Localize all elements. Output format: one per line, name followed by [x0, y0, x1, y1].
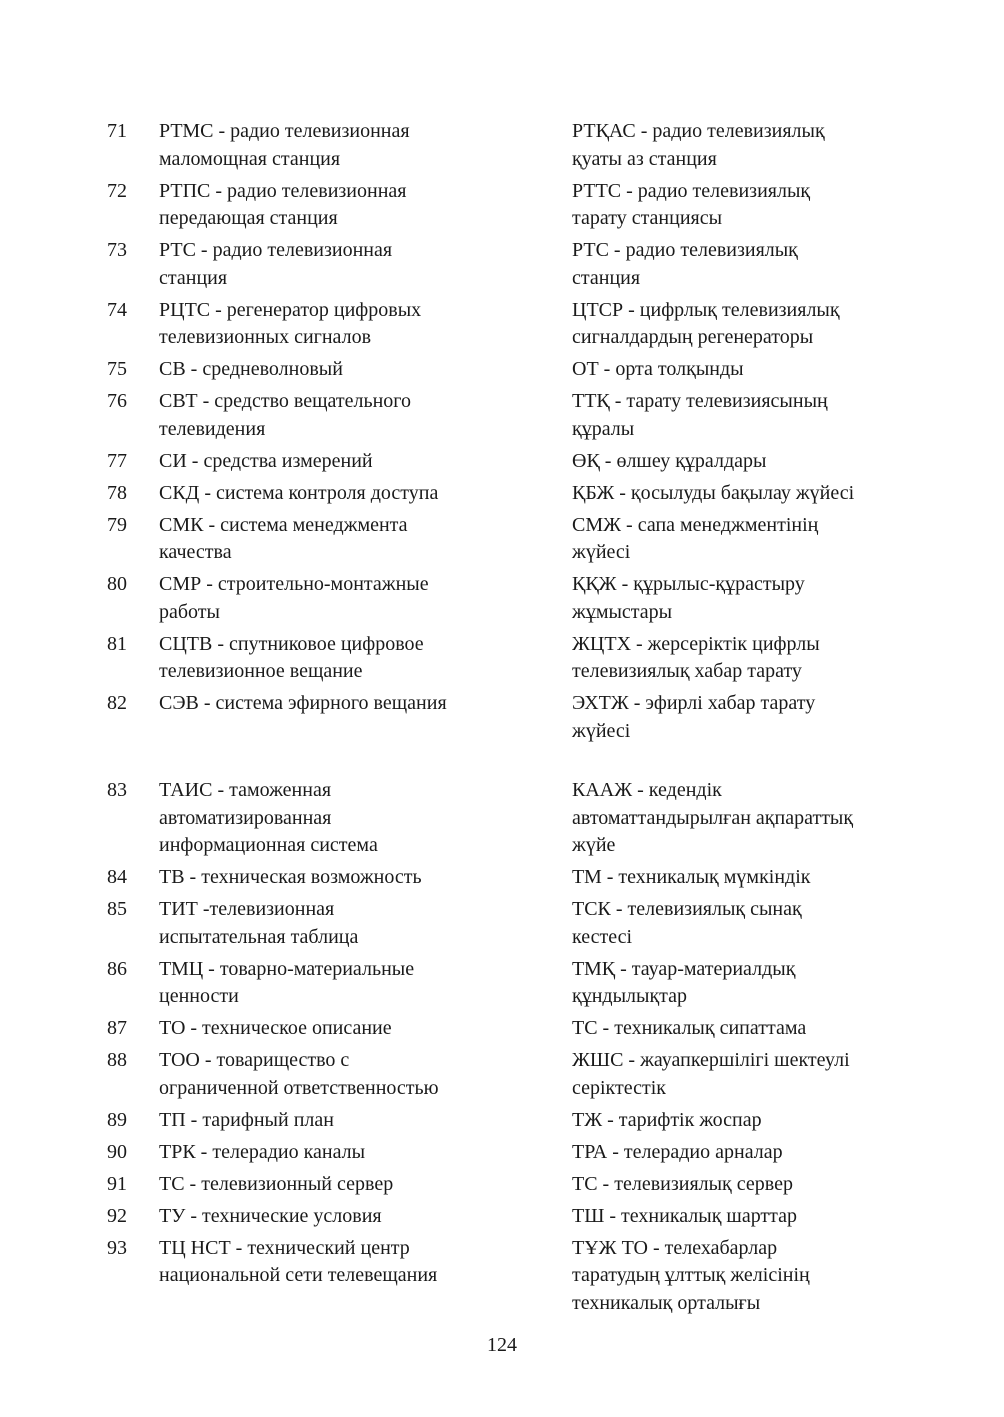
- kazakh-term: [572, 388, 902, 443]
- entry-number: 82: [107, 692, 127, 714]
- kazakh-term: [572, 864, 902, 892]
- kazakh-term-line: тарату станциясы: [572, 207, 723, 229]
- kazakh-term-line: құралы: [572, 417, 635, 440]
- russian-term-line: национальной сети телевещания: [159, 1264, 438, 1286]
- kazakh-term-line: РТҚАС - радио телевизиялық: [572, 120, 825, 142]
- kazakh-term: [572, 1235, 902, 1318]
- russian-term-line: ТП - тарифный план: [159, 1108, 334, 1131]
- kazakh-term-line: РТС - радио телевизиялық: [572, 239, 798, 261]
- entry-number: 81: [107, 632, 127, 655]
- kazakh-term-line: қуаты аз станция: [572, 147, 717, 170]
- entry-number: 75: [107, 358, 127, 380]
- kazakh-term: [572, 297, 902, 352]
- table-row: [0, 1015, 1004, 1047]
- kazakh-term-line: ТС - техникалық сипаттама: [572, 1017, 807, 1039]
- russian-term: [159, 118, 572, 173]
- russian-term: [159, 448, 572, 476]
- kazakh-term-line: кестесі: [572, 925, 633, 948]
- russian-term: [159, 178, 572, 233]
- kazakh-term-line: жүйе: [572, 834, 616, 856]
- russian-term-line: качества: [159, 541, 232, 563]
- table-row: [0, 448, 1004, 480]
- table-row: [0, 118, 1004, 178]
- kazakh-term: [572, 1107, 902, 1135]
- kazakh-term: [572, 1171, 902, 1199]
- entry-number: 92: [107, 1204, 127, 1227]
- table-row: [0, 1235, 1004, 1322]
- kazakh-term: [572, 777, 902, 860]
- russian-term-line: телевизионных сигналов: [159, 326, 372, 348]
- russian-term-line: ТМЦ - товарно-материальные: [159, 957, 415, 980]
- russian-term-line: испытательная таблица: [159, 925, 359, 948]
- entry-number: 73: [107, 239, 127, 261]
- entry-number: 80: [107, 573, 127, 595]
- table-row: [0, 1107, 1004, 1139]
- table-row: [0, 1139, 1004, 1171]
- russian-term-line: автоматизированная: [159, 806, 332, 829]
- russian-term: [159, 480, 572, 508]
- entry-number: 78: [107, 481, 127, 504]
- russian-term-line: информационная система: [159, 834, 378, 856]
- russian-term: [159, 1139, 572, 1167]
- kazakh-term: [572, 1139, 902, 1167]
- russian-term-line: ТАИС - таможенная: [159, 779, 332, 801]
- kazakh-term-line: ҚБЖ - қосылуды бақылау жүйесі: [572, 481, 855, 504]
- entry-number: 84: [107, 866, 127, 888]
- kazakh-term-line: РТТС - радио телевизиялық: [572, 179, 811, 202]
- table-row: [0, 1047, 1004, 1107]
- table-row: [0, 631, 1004, 691]
- russian-term-line: ценности: [159, 985, 239, 1007]
- kazakh-term-line: сигналдардың регенераторы: [572, 326, 814, 348]
- kazakh-term: [572, 356, 902, 384]
- entry-number: 87: [107, 1017, 127, 1039]
- kazakh-term: [572, 896, 902, 951]
- kazakh-term: [572, 448, 902, 476]
- kazakh-term-line: ӨҚ - өлшеу құралдары: [572, 449, 767, 472]
- kazakh-term-line: техникалық орталығы: [572, 1291, 761, 1314]
- russian-term-line: ТВ - техническая возможность: [159, 866, 422, 888]
- russian-term-line: ТО - техническое описание: [159, 1017, 392, 1039]
- russian-term-line: СЭВ - система эфирного вещания: [159, 692, 447, 714]
- kazakh-term-line: ЖШС - жауапкершілігі шектеулі: [572, 1049, 850, 1071]
- abbreviation-list: [0, 118, 1004, 1322]
- russian-term: [159, 896, 572, 951]
- table-row: [0, 864, 1004, 896]
- russian-term-line: РТМС - радио телевизионная: [159, 120, 410, 142]
- russian-term-line: телевизионное вещание: [159, 660, 363, 682]
- table-row: [0, 178, 1004, 238]
- entry-number: 74: [107, 298, 127, 321]
- table-row: [0, 237, 1004, 297]
- russian-term-line: телевидения: [159, 417, 266, 440]
- kazakh-term: [572, 631, 902, 686]
- russian-term-line: ТУ - технические условия: [159, 1204, 382, 1227]
- russian-term-line: маломощная станция: [159, 147, 341, 170]
- kazakh-term: [572, 118, 902, 173]
- russian-term-line: передающая станция: [159, 207, 338, 229]
- table-row: [0, 1171, 1004, 1203]
- russian-term-line: СКД - система контроля доступа: [159, 481, 439, 504]
- entry-number: 88: [107, 1049, 127, 1071]
- entry-number: 76: [107, 390, 127, 412]
- kazakh-term-line: ТШ - техникалық шарттар: [572, 1204, 798, 1227]
- table-row: [0, 777, 1004, 864]
- entry-number: 93: [107, 1236, 127, 1259]
- entry-number: 71: [107, 120, 127, 142]
- entry-number: 91: [107, 1172, 127, 1195]
- russian-term-line: СМК - система менеджмента: [159, 513, 408, 536]
- kazakh-term-line: ТРА - телерадио арналар: [572, 1140, 783, 1163]
- russian-term: [159, 1107, 572, 1135]
- russian-term-line: СИ - средства измерений: [159, 449, 373, 472]
- kazakh-term-line: ҚҚЖ - құрылыс-құрастыру: [572, 573, 805, 595]
- russian-term: [159, 956, 572, 1011]
- entry-number: 77: [107, 449, 127, 472]
- entry-number: 72: [107, 179, 127, 202]
- russian-term-line: ТРК - телерадио каналы: [159, 1140, 366, 1163]
- kazakh-term-line: таратудың ұлттық желісінің: [572, 1264, 810, 1286]
- russian-term: [159, 1171, 572, 1199]
- russian-term-line: ТОО - товарищество с: [159, 1049, 350, 1071]
- entry-number: 79: [107, 513, 127, 536]
- russian-term: [159, 1015, 572, 1043]
- kazakh-term-line: ТС - телевизиялық сервер: [572, 1172, 793, 1195]
- russian-term: [159, 1047, 572, 1102]
- russian-term: [159, 864, 572, 892]
- kazakh-term-line: серіктестік: [572, 1076, 667, 1099]
- russian-term: [159, 1203, 572, 1231]
- table-row: [0, 690, 1004, 777]
- kazakh-term-line: автоматтандырылған ақпараттық: [572, 806, 854, 829]
- russian-term-line: СВТ - средство вещательного: [159, 390, 411, 412]
- kazakh-term-line: ЖЦТХ - жерсеріктік цифрлы: [572, 632, 820, 655]
- russian-term: [159, 512, 572, 567]
- entry-number: 83: [107, 779, 127, 801]
- kazakh-term-line: ТҰЖ ТО - телехабарлар: [572, 1236, 778, 1259]
- russian-term: [159, 777, 572, 860]
- kazakh-term-line: КААЖ - кедендік: [572, 779, 722, 801]
- russian-term-line: ТИТ -телевизионная: [159, 898, 335, 920]
- table-row: [0, 571, 1004, 631]
- kazakh-term-line: жүйесі: [572, 541, 631, 563]
- kazakh-term-line: жүйесі: [572, 719, 631, 742]
- table-row: [0, 1203, 1004, 1235]
- table-row: [0, 356, 1004, 388]
- table-row: [0, 388, 1004, 448]
- entry-number: 90: [107, 1140, 127, 1163]
- kazakh-term-line: ТМҚ - тауар-материалдық: [572, 957, 796, 980]
- russian-term: [159, 356, 572, 384]
- kazakh-term-line: ТЖ - тарифтік жоспар: [572, 1108, 762, 1131]
- russian-term: [159, 388, 572, 443]
- table-row: [0, 480, 1004, 512]
- russian-term-line: РТС - радио телевизионная: [159, 239, 393, 261]
- kazakh-term: [572, 480, 902, 508]
- kazakh-term-line: ЭХТЖ - эфирлі хабар тарату: [572, 692, 816, 714]
- kazakh-term: [572, 1047, 902, 1102]
- kazakh-term: [572, 1015, 902, 1043]
- kazakh-term-line: ЦТСР - цифрлық телевизиялық: [572, 298, 840, 321]
- table-row: [0, 896, 1004, 956]
- kazakh-term-line: станция: [572, 266, 641, 289]
- russian-term-line: ограниченной ответственностью: [159, 1076, 439, 1099]
- russian-term-line: СВ - средневолновый: [159, 358, 343, 380]
- russian-term-line: работы: [159, 600, 220, 623]
- entry-number: 85: [107, 898, 127, 920]
- entry-number: 89: [107, 1108, 127, 1131]
- kazakh-term-line: ТТҚ - тарату телевизиясының: [572, 390, 828, 412]
- russian-term: [159, 690, 572, 745]
- kazakh-term-line: жұмыстары: [572, 600, 673, 623]
- table-row: [0, 297, 1004, 357]
- kazakh-term: [572, 690, 902, 745]
- kazakh-term: [572, 571, 902, 626]
- russian-term-line: СМР - строительно-монтажные: [159, 573, 429, 595]
- russian-term-line: ТС - телевизионный сервер: [159, 1172, 394, 1195]
- russian-term-line: РТПС - радио телевизионная: [159, 179, 407, 202]
- kazakh-term-line: телевизиялық хабар тарату: [572, 660, 802, 682]
- kazakh-term: [572, 178, 902, 233]
- kazakh-term: [572, 1203, 902, 1231]
- kazakh-term: [572, 512, 902, 567]
- russian-term-line: станция: [159, 266, 228, 289]
- russian-term-line: ТЦ НСТ - технический центр: [159, 1236, 410, 1259]
- kazakh-term: [572, 237, 902, 292]
- table-row: [0, 956, 1004, 1016]
- russian-term-line: РЦТС - регенератор цифровых: [159, 298, 422, 321]
- entry-number: 86: [107, 957, 127, 980]
- page-number: 124: [487, 1334, 517, 1356]
- kazakh-term-line: ТМ - техникалық мүмкіндік: [572, 866, 811, 888]
- russian-term: [159, 1235, 572, 1318]
- russian-term: [159, 237, 572, 292]
- table-row: [0, 512, 1004, 572]
- russian-term: [159, 571, 572, 626]
- russian-term: [159, 631, 572, 686]
- russian-term-line: СЦТВ - спутниковое цифровое: [159, 632, 424, 655]
- kazakh-term-line: СМЖ - сапа менеджментінің: [572, 513, 819, 536]
- kazakh-term-line: құндылықтар: [572, 985, 688, 1007]
- kazakh-term-line: ОТ - орта толқынды: [572, 358, 744, 380]
- kazakh-term-line: ТСК - телевизиялық сынақ: [572, 898, 802, 920]
- kazakh-term: [572, 956, 902, 1011]
- russian-term: [159, 297, 572, 352]
